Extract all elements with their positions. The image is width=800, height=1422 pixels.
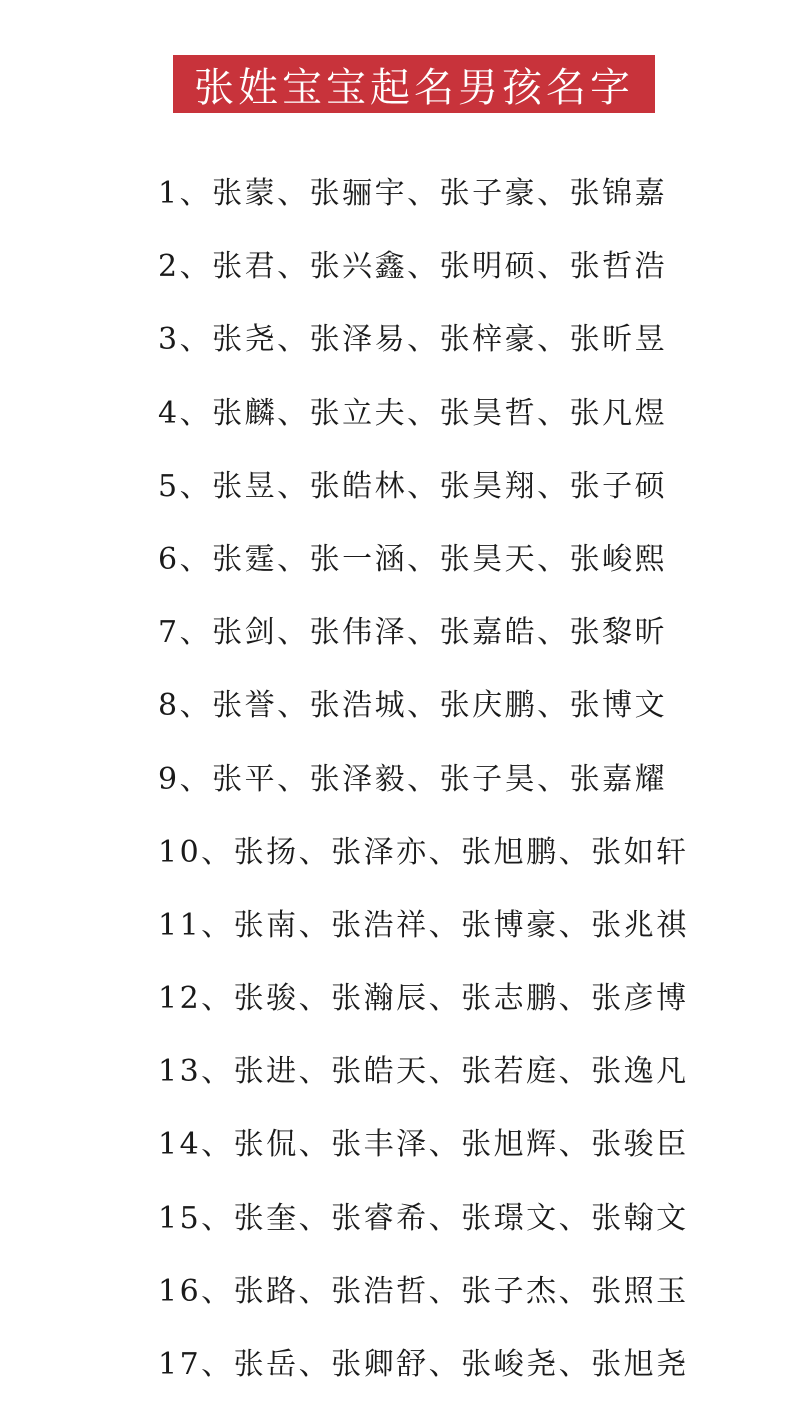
list-item: 10、张扬、张泽亦、张旭鹏、张如轩 xyxy=(158,834,689,870)
list-item: 14、张侃、张丰泽、张旭辉、张骏臣 xyxy=(158,1127,689,1163)
list-item: 8、张誉、张浩城、张庆鹏、张博文 xyxy=(158,688,668,724)
list-item: 3、张尧、张泽易、张梓豪、张昕昱 xyxy=(158,322,668,358)
list-item: 9、张平、张泽毅、张子昊、张嘉耀 xyxy=(158,761,668,797)
list-item: 16、张路、张浩哲、张子杰、张照玉 xyxy=(158,1273,689,1309)
list-item: 7、张剑、张伟泽、张嘉皓、张黎昕 xyxy=(158,615,668,651)
list-item: 4、张麟、张立夫、张昊哲、张凡煜 xyxy=(158,395,668,431)
list-item: 6、张霆、张一涵、张昊天、张峻熙 xyxy=(158,541,668,577)
list-item: 15、张奎、张睿希、张璟文、张翰文 xyxy=(158,1200,689,1236)
list-item: 11、张南、张浩祥、张博豪、张兆祺 xyxy=(158,907,689,943)
page-title: 张姓宝宝起名男孩名字 xyxy=(173,55,655,113)
list-item: 13、张进、张皓天、张若庭、张逸凡 xyxy=(158,1054,689,1090)
list-item: 5、张昱、张皓林、张昊翔、张子硕 xyxy=(158,468,668,504)
list-item: 12、张骏、张瀚辰、张志鹏、张彦博 xyxy=(158,981,689,1017)
list-item: 2、张君、张兴鑫、张明硕、张哲浩 xyxy=(158,249,668,285)
list-item: 17、张岳、张卿舒、张峻尧、张旭尧 xyxy=(158,1347,689,1382)
name-list xyxy=(158,166,689,1410)
list-item: 1、张蒙、张骊宇、张子豪、张锦嘉 xyxy=(158,176,668,211)
